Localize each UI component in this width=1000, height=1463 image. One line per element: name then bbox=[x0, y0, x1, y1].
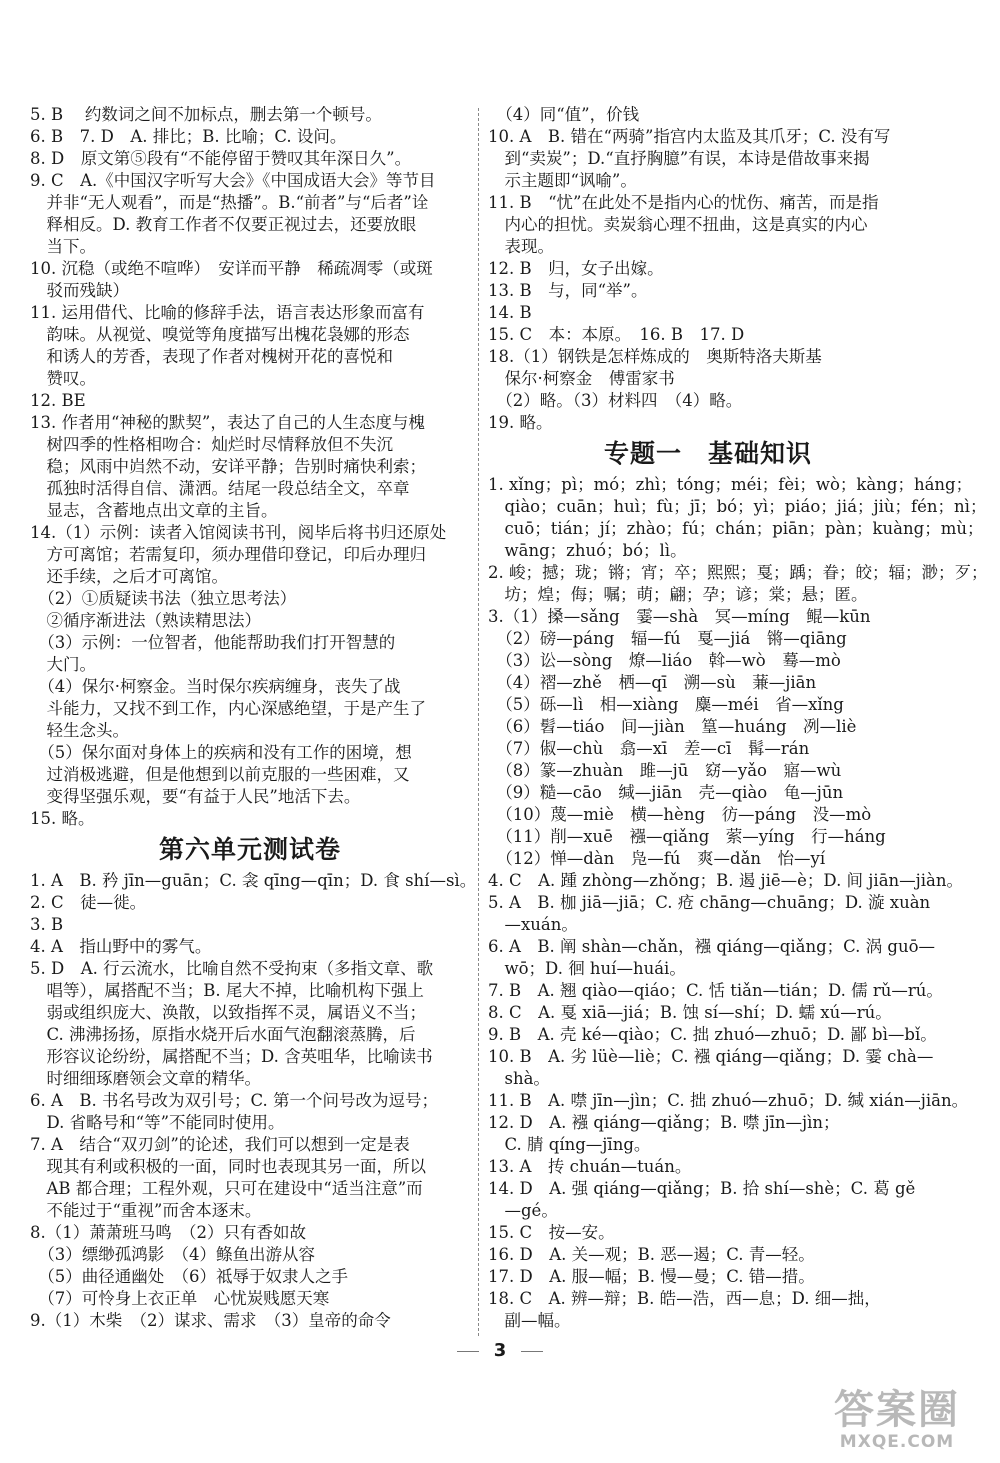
answer-line: 13. 作者用“神秘的默契”，表达了自己的人生态度与槐 bbox=[30, 413, 425, 432]
watermark-logo bbox=[812, 1388, 982, 1458]
section-heading: 第六单元测试卷 bbox=[158, 835, 341, 864]
answer-line: 4. A 指山野中的雾气。 bbox=[30, 937, 212, 956]
footer-rule-right bbox=[521, 1351, 543, 1352]
answer-line: （10）蔑—miè 横—hèng 彷—páng 没—mò bbox=[488, 805, 872, 824]
answer-line: 7. A 结合“双刃剑”的论述，我们可以想到一定是表 bbox=[30, 1135, 410, 1154]
answer-line: C. 沸沸扬扬，原指水烧开后水面气泡翻滚蒸腾，后 bbox=[30, 1025, 416, 1044]
answer-line: （4）保尔·柯察金。当时保尔疾病缠身，丧失了战 bbox=[30, 677, 401, 696]
answer-line: 大门。 bbox=[30, 655, 96, 674]
answer-line: 驳而残缺） bbox=[30, 281, 129, 300]
answer-line: AB 都合理；工程外观，只可在建设中“适当注意”而 bbox=[30, 1179, 423, 1198]
answer-line: 坊；煌；侮；嘱；萌；翩；孕；谚；棠；悬；匿。 bbox=[488, 585, 868, 604]
answer-line: —gé。 bbox=[488, 1201, 558, 1220]
answer-line: 12. BE bbox=[30, 391, 86, 410]
answer-line: 不能过于“重视”而舍本逐末。 bbox=[30, 1201, 262, 1220]
answer-line: 9. C A.《中国汉字听写大会》《中国成语大会》等节目 bbox=[30, 171, 436, 190]
answer-line: 10. 沉稳（或绝不喧哗） 安详而平静 稀疏凋零（或斑 bbox=[30, 259, 433, 278]
answer-line: 保尔·柯察金 傅雷家书 bbox=[488, 369, 675, 388]
answer-line: 方可离馆；若需复印，须办理借印登记，印后办理归 bbox=[30, 545, 426, 564]
answer-line: 韵味。从视觉、嗅觉等角度描写出槐花袅娜的形态 bbox=[30, 325, 410, 344]
answer-line: C. 腈 qíng—jīng。 bbox=[488, 1135, 651, 1154]
answer-line: qiào；cuān；huì；fù；jī；bó；yì；piáo；jiá；jiù；fén；nì； bbox=[488, 497, 987, 516]
answer-line: cuō；tián；jí；zhào；fú；chán；piān；pàn；kuàng；mù； bbox=[488, 519, 984, 538]
answer-line: 3. B bbox=[30, 915, 64, 934]
section-heading: 专题一 基础知识 bbox=[603, 439, 812, 468]
left-column bbox=[30, 104, 477, 1332]
answer-line: 3.（1）搡—sǎng 霎—shà 冥—míng 鲲—kūn bbox=[488, 607, 871, 626]
answer-line: 9.（1）木柴 （2）谋求、需求 （3）皇帝的命令 bbox=[30, 1311, 391, 1330]
answer-line: 15. C 按—安。 bbox=[488, 1223, 615, 1242]
answer-line: 和诱人的芳香，表现了作者对槐树开花的喜悦和 bbox=[30, 347, 393, 366]
answer-line: 11. 运用借代、比喻的修辞手法，语言表达形象而富有 bbox=[30, 303, 425, 322]
answer-line: 19. 略。 bbox=[488, 413, 553, 432]
answer-line: 11. B “忧”在此处不是指内心的忧伤、痛苦，而是指 bbox=[488, 193, 879, 212]
answer-line: 12. D A. 襁 qiáng—qiǎng；B. 噤 jīn—jìn； bbox=[488, 1113, 840, 1132]
answer-line: （2）磅—páng 辐—fú 戛—jiá 锵—qiāng bbox=[488, 629, 847, 648]
answer-line: D. 省略号和“等”不能同时使用。 bbox=[30, 1113, 285, 1132]
watermark-title: 答案圈 bbox=[834, 1387, 960, 1433]
answer-line: 7. B A. 翘 qiào—qiáo；C. 恬 tiǎn—tián；D. 儒 rǔ—rú。 bbox=[488, 981, 943, 1000]
answer-line: 8.（1）萧萧班马鸣 （2）只有香如故 bbox=[30, 1223, 306, 1242]
answer-line: （12）惮—dàn 凫—fú 爽—dǎn 怡—yí bbox=[488, 849, 826, 868]
answer-line: （5）曲径通幽处 （6）祗辱于奴隶人之手 bbox=[30, 1267, 348, 1286]
watermark-site: MXQE.COM bbox=[839, 1432, 955, 1452]
answer-line: （5）保尔面对身体上的疾病和没有工作的困境，想 bbox=[30, 743, 412, 762]
answer-line: 14. D A. 强 qiáng—qiǎng；B. 拾 shí—shè；C. 葛 gě bbox=[488, 1179, 916, 1198]
answer-line: （5）砾—lì 相—xiàng 麋—méi 省—xǐng bbox=[488, 695, 844, 714]
answer-line: 轻生念头。 bbox=[30, 721, 129, 740]
answer-line: 8. D 原文第⑤段有“不能停留于赞叹其年深日久”。 bbox=[30, 149, 412, 168]
answer-line: ②循序渐进法（熟读精思法） bbox=[30, 611, 261, 630]
answer-line: 并非“无人观看”，而是“热播”。B.“前者”与“后者”诠 bbox=[30, 193, 429, 212]
answer-line: 赞叹。 bbox=[30, 369, 96, 388]
answer-line: （7）俶—chù 翕—xī 差—cī 髯—rán bbox=[488, 739, 810, 758]
column-divider bbox=[478, 108, 479, 1336]
answer-line: 2. C 徒—徙。 bbox=[30, 893, 147, 912]
answer-line: 树四季的性格相吻合：灿烂时尽情释放但不失沉 bbox=[30, 435, 393, 454]
footer-rule-left bbox=[457, 1351, 479, 1352]
answer-line: 18. C A. 辨—辩；B. 皓—浩，西—息；D. 细—拙， bbox=[488, 1289, 881, 1308]
answer-line: （4）同“值”，价钱 bbox=[488, 105, 640, 124]
answer-line: 13. B 与，同“举”。 bbox=[488, 281, 648, 300]
answer-line: 到“卖炭”；D.“直抒胸臆”有误，本诗是借故事来揭 bbox=[488, 149, 870, 168]
answer-line: （3）缥缈孤鸿影 （4）鲦鱼出游从容 bbox=[30, 1245, 315, 1264]
answer-line: （2）略。（3）材料四 （4）略。 bbox=[488, 391, 743, 410]
answer-line: 12. B 归，女子出嫁。 bbox=[488, 259, 664, 278]
answer-line: 斗能力，又找不到工作，内心深感绝望，于是产生了 bbox=[30, 699, 426, 718]
answer-line: 6. A B. 书名号改为双引号；C. 第一个问号改为逗号； bbox=[30, 1091, 439, 1110]
answer-line: 示主题即“讽喻”。 bbox=[488, 171, 637, 190]
answer-line: 弱或组织庞大、涣散，以致指挥不灵，属语义不当； bbox=[30, 1003, 426, 1022]
answer-line: 15. C 本：本原。 16. B 17. D bbox=[488, 325, 745, 344]
answer-line: （6）髫—tiáo 间—jiàn 篁—huáng 冽—liè bbox=[488, 717, 857, 736]
answer-line: 孤独时活得自信、潇洒。结尾一段总结全文，卒章 bbox=[30, 479, 410, 498]
answer-line: 17. D A. 服—幅；B. 慢—曼；C. 错—措。 bbox=[488, 1267, 815, 1286]
answer-line: wō；D. 徊 huí—huái。 bbox=[488, 959, 686, 978]
answer-line: （11）削—xuē 襁—qiǎng 萦—yíng 行—háng bbox=[488, 827, 886, 846]
answer-line: 过消极逃避，但是他想到以前克服的一些困难，又 bbox=[30, 765, 410, 784]
answer-line: 表现。 bbox=[488, 237, 554, 256]
answer-line: （2）①质疑读书法（独立思考法） bbox=[30, 589, 297, 608]
answer-line: —xuán。 bbox=[488, 915, 578, 934]
answer-line: 4. C A. 踵 zhòng—zhǒng；B. 遏 jiē—è；D. 间 jiān—jiàn。 bbox=[488, 871, 964, 890]
answer-line: 内心的担忧。卖炭翁心理不扭曲，这是真实的内心 bbox=[488, 215, 868, 234]
answer-line: 16. D A. 关—观；B. 恶—遏；C. 青—轻。 bbox=[488, 1245, 815, 1264]
answer-line: 13. A 抟 chuán—tuán。 bbox=[488, 1157, 692, 1176]
answer-line: 1. xǐng；pì；mó；zhì；tóng；méi；fèi；wò；kàng；háng； bbox=[488, 475, 973, 494]
answer-line: 9. B A. 壳 ké—qiào；C. 拙 zhuó—zhuō；D. 鄙 bì—bǐ。 bbox=[488, 1025, 937, 1044]
answer-line: （8）篆—zhuàn 雎—jū 窈—yǎo 寤—wù bbox=[488, 761, 842, 780]
answer-line: 时细细琢磨领会文章的精华。 bbox=[30, 1069, 261, 1088]
answer-line: 变得坚强乐观，要“有益于人民”地活下去。 bbox=[30, 787, 361, 806]
answer-line: 14. B bbox=[488, 303, 532, 322]
answer-line: 现其有利或积极的一面，同时也表现其另一面，所以 bbox=[30, 1157, 426, 1176]
answer-line: 唱等），属搭配不当；B. 尾大不掉，比喻机构下强上 bbox=[30, 981, 424, 1000]
answer-line: 6. A B. 阐 shàn—chǎn，襁 qiáng—qiǎng；C. 涡 guō— bbox=[488, 937, 936, 956]
answer-line: 11. B A. 噤 jīn—jìn；C. 拙 zhuó—zhuō；D. 缄 xián—jiān。 bbox=[488, 1091, 969, 1110]
answer-line: 5. D A. 行云流水，比喻自然不受拘束（多指文章、歌 bbox=[30, 959, 434, 978]
answer-line: 1. A B. 矜 jīn—guān；C. 衾 qīng—qīn；D. 食 shí—sì。 bbox=[30, 871, 477, 890]
answer-line: （4）褶—zhě 栖—qī 溯—sù 蒹—jiān bbox=[488, 673, 817, 692]
answer-line: 5. A B. 枷 jiā—jiā；C. 疮 chāng—chuāng；D. 漩 xuàn bbox=[488, 893, 931, 912]
page-number: 3 bbox=[493, 1340, 507, 1361]
answer-line: 8. C A. 戛 xiā—jiá；B. 蚀 sí—shí；D. 蠕 xú—rú。 bbox=[488, 1003, 892, 1022]
answer-line: 当下。 bbox=[30, 237, 96, 256]
answer-line: 18.（1）钢铁是怎样炼成的 奥斯特洛夫斯基 bbox=[488, 347, 822, 366]
answer-line: wāng；zhuó；bó；lì。 bbox=[488, 541, 687, 560]
answer-line: shà。 bbox=[488, 1069, 550, 1088]
answer-line: （3）示例：一位智者，他能帮助我们打开智慧的 bbox=[30, 633, 396, 652]
answer-line: 副—幅。 bbox=[488, 1311, 571, 1330]
page-footer bbox=[0, 1340, 1000, 1361]
answer-line: 还手续，之后才可离馆。 bbox=[30, 567, 228, 586]
answer-line: （7）可怜身上衣正单 心忧炭贱愿天寒 bbox=[30, 1289, 330, 1308]
answer-line: 14.（1）示例：读者入馆阅读书刊，阅毕后将书归还原处 bbox=[30, 523, 447, 542]
answer-line: 6. B 7. D A. 排比；B. 比喻；C. 设问。 bbox=[30, 127, 347, 146]
answer-line: （9）糙—cāo 缄—jiān 壳—qiào 龟—jūn bbox=[488, 783, 844, 802]
answer-line: 10. B A. 劣 lüè—liè；C. 襁 qiáng—qiǎng；D. 霎 chà— bbox=[488, 1047, 934, 1066]
answer-line: 10. A B. 错在“两骑”指宫内太监及其爪牙；C. 没有写 bbox=[488, 127, 891, 146]
answer-line: 释相反。D. 教育工作者不仅要正视过去，还要放眼 bbox=[30, 215, 417, 234]
answer-line: 15. 略。 bbox=[30, 809, 95, 828]
answer-line: 显志，含蓄地点出文章的主旨。 bbox=[30, 501, 278, 520]
answer-line: 形容议论纷纷，属搭配不当；D. 含英咀华，比喻读书 bbox=[30, 1047, 433, 1066]
right-column bbox=[488, 104, 988, 1332]
answer-line: 2. 峻；撼；珑；锵；宵；卒；熙熙；戛；踽；眷；皎；辐；渺；歹； bbox=[488, 563, 988, 582]
answer-line: 5. B 约数词之间不加标点，删去第一个顿号。 bbox=[30, 105, 382, 124]
answer-line: （3）讼—sòng 燎—liáo 斡—wò 蓦—mò bbox=[488, 651, 841, 670]
answer-line: 稳；风雨中岿然不动，安详平静；告别时痛快利索； bbox=[30, 457, 426, 476]
